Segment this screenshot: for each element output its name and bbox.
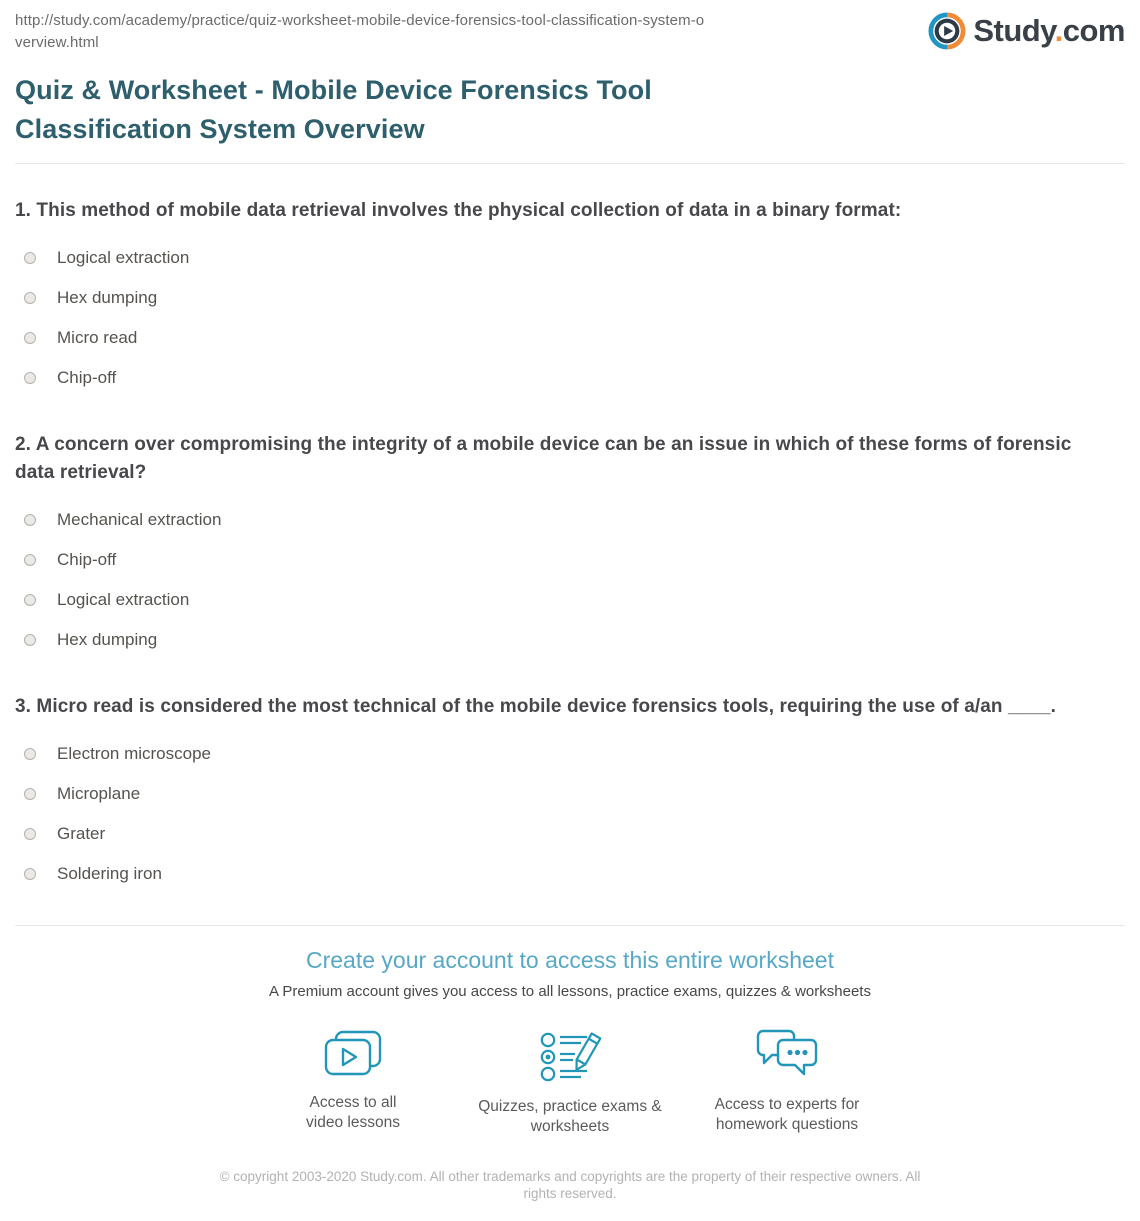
question-3-text: 3. Micro read is considered the most technical of the mobile device forensics tools, requiring the use of a/an ____. xyxy=(15,696,1057,717)
radio-button[interactable] xyxy=(24,514,36,526)
feature-label: Access to experts for homework questions xyxy=(714,1096,860,1133)
logo-study: Study xyxy=(973,13,1055,48)
radio-button[interactable] xyxy=(24,748,36,760)
option-label: Micro read xyxy=(57,328,138,347)
answer-option[interactable] xyxy=(15,854,1125,894)
answer-option[interactable] xyxy=(15,318,1125,358)
answer-option[interactable] xyxy=(15,814,1125,854)
cta-subheading: A Premium account gives you access to all lessons, practice exams, quizzes & worksheets xyxy=(269,983,871,1000)
feature-quizzes-worksheets xyxy=(462,1029,679,1137)
feature-expert-help xyxy=(679,1029,896,1135)
quizzes-worksheets-icon xyxy=(537,1029,603,1085)
option-label: Hex dumping xyxy=(57,288,158,307)
copyright-text: © copyright 2003-2020 Study.com. All other trademarks and copyrights are the property of their respective owners. All rights reserved. xyxy=(219,1169,921,1201)
feature-label: Access to all video lessons xyxy=(306,1094,400,1131)
title-divider xyxy=(15,163,1125,164)
option-label: Mechanical extraction xyxy=(57,510,222,529)
quiz-section xyxy=(15,197,1125,894)
answer-option[interactable] xyxy=(15,620,1125,660)
radio-button[interactable] xyxy=(24,252,36,264)
question-3 xyxy=(15,693,1125,894)
feature-label: Quizzes, practice exams & worksheets xyxy=(478,1098,662,1135)
studycom-logo[interactable] xyxy=(928,12,1125,50)
header xyxy=(15,10,1125,54)
logo-dot: . xyxy=(1054,13,1063,48)
video-lessons-icon xyxy=(322,1029,384,1081)
cta-heading: Create your account to access this entire worksheet xyxy=(306,947,834,973)
option-label: Chip-off xyxy=(57,550,117,569)
answer-option[interactable] xyxy=(15,358,1125,398)
option-label: Electron microscope xyxy=(57,744,212,763)
studycom-logo-text xyxy=(973,13,1125,49)
option-label: Grater xyxy=(57,824,106,843)
radio-button[interactable] xyxy=(24,332,36,344)
question-1-text: 1. This method of mobile data retrieval involves the physical collection of data in a binary format: xyxy=(15,200,902,221)
option-label: Logical extraction xyxy=(57,248,190,267)
answer-option[interactable] xyxy=(15,540,1125,580)
cta-section xyxy=(15,947,1125,1137)
answer-option[interactable] xyxy=(15,500,1125,540)
logo-com: com xyxy=(1062,13,1125,48)
option-label: Microplane xyxy=(57,784,141,803)
question-2-options xyxy=(15,500,1125,660)
radio-button[interactable] xyxy=(24,868,36,880)
answer-option[interactable] xyxy=(15,580,1125,620)
page-title: Quiz & Worksheet - Mobile Device Forensics Tool Classification System Overview xyxy=(15,75,652,144)
option-label: Hex dumping xyxy=(57,630,158,649)
answer-option[interactable] xyxy=(15,734,1125,774)
option-label: Logical extraction xyxy=(57,590,190,609)
radio-button[interactable] xyxy=(24,292,36,304)
answer-option[interactable] xyxy=(15,278,1125,318)
option-label: Chip-off xyxy=(57,368,117,387)
page-url: http://study.com/academy/practice/quiz-worksheet-mobile-device-forensics-tool-classification-system-overview.html xyxy=(15,12,705,51)
option-label: Soldering iron xyxy=(57,864,162,883)
answer-option[interactable] xyxy=(15,238,1125,278)
radio-button[interactable] xyxy=(24,828,36,840)
experts-chat-icon xyxy=(755,1029,819,1083)
question-1 xyxy=(15,197,1125,398)
feature-video-lessons xyxy=(245,1029,462,1133)
radio-button[interactable] xyxy=(24,554,36,566)
question-1-options xyxy=(15,238,1125,398)
cta-features xyxy=(15,1029,1125,1137)
studycom-play-icon xyxy=(928,12,966,50)
question-2-text: 2. A concern over compromising the integrity of a mobile device can be an issue in which of these forms of forensic data retrieval? xyxy=(15,434,1072,483)
answer-option[interactable] xyxy=(15,774,1125,814)
cta-divider xyxy=(15,925,1125,926)
question-2 xyxy=(15,431,1125,660)
radio-button[interactable] xyxy=(24,372,36,384)
footer xyxy=(15,1168,1125,1202)
radio-button[interactable] xyxy=(24,634,36,646)
question-3-options xyxy=(15,734,1125,894)
radio-button[interactable] xyxy=(24,594,36,606)
radio-button[interactable] xyxy=(24,788,36,800)
